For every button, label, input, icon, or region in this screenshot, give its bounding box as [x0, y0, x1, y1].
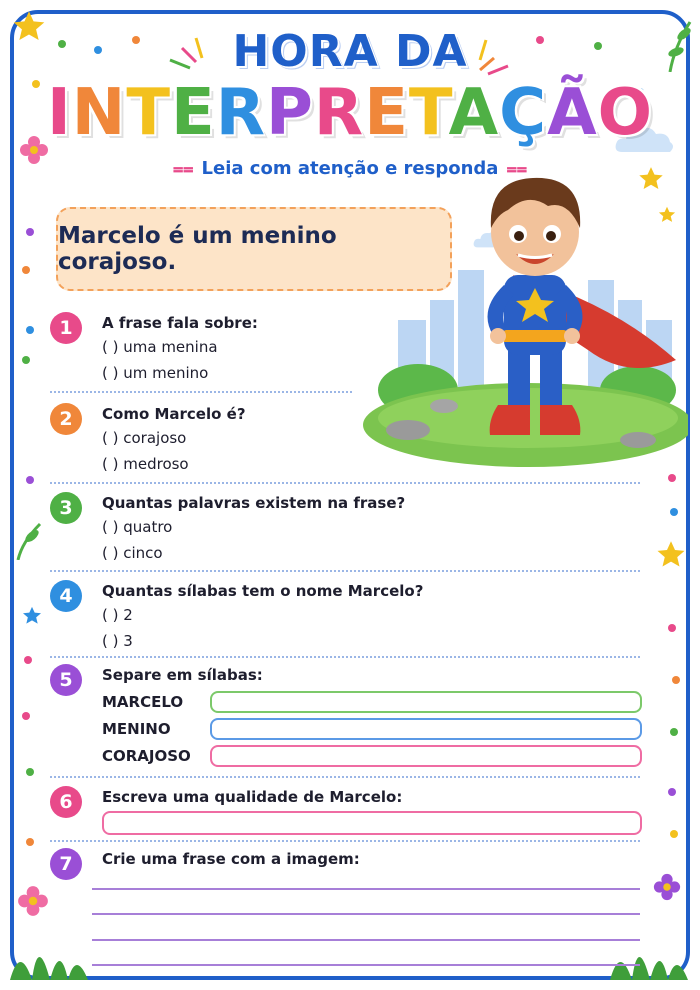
question-number-badge: 1	[50, 312, 82, 344]
writing-line[interactable]	[92, 888, 640, 890]
question-number-badge: 7	[50, 848, 82, 880]
title-letter: I	[46, 76, 72, 150]
writing-line[interactable]	[92, 964, 640, 966]
question-4	[50, 580, 640, 650]
subtitle-text: Leia com atenção e responda	[201, 158, 499, 179]
option-checkbox[interactable]: ( ) 3	[102, 632, 133, 650]
title-letter: R	[215, 76, 266, 150]
title-main	[0, 76, 700, 150]
divider	[50, 482, 640, 484]
question-6	[50, 786, 640, 838]
title-letter: E	[364, 76, 409, 150]
question-title: Quantas sílabas tem o nome Marcelo?	[102, 582, 424, 600]
dash-left-icon: ⩵	[172, 158, 194, 179]
syllable-input[interactable]	[210, 745, 642, 767]
question-title: A frase fala sobre:	[102, 314, 258, 332]
sentence-text: Marcelo é um menino corajoso.	[58, 223, 337, 275]
option-checkbox[interactable]: ( ) um menino	[102, 364, 209, 382]
question-title: Escreva uma qualidade de Marcelo:	[102, 788, 403, 806]
question-title: Separe em sílabas:	[102, 666, 263, 684]
option-checkbox[interactable]: ( ) medroso	[102, 455, 189, 473]
title-letter: T	[408, 76, 449, 150]
question-number-badge: 4	[50, 580, 82, 612]
question-3	[50, 492, 640, 562]
title-letter: N	[71, 76, 127, 150]
syllable-word: MENINO	[102, 720, 171, 738]
option-checkbox[interactable]: ( ) uma menina	[102, 338, 218, 356]
title-top: HORA DA	[232, 26, 468, 77]
option-checkbox[interactable]: ( ) corajoso	[102, 429, 187, 447]
question-number-badge: 2	[50, 403, 82, 435]
syllable-input[interactable]	[210, 691, 642, 713]
question-2	[50, 403, 640, 473]
option-checkbox[interactable]: ( ) 2	[102, 606, 133, 624]
option-checkbox[interactable]: ( ) cinco	[102, 544, 163, 562]
title-letter: Ã	[547, 76, 598, 150]
title-letter: A	[448, 76, 500, 150]
question-title: Como Marcelo é?	[102, 405, 246, 423]
title-letter: O	[597, 76, 654, 150]
title-letter: T	[126, 76, 171, 150]
title-letter: P	[266, 76, 314, 150]
question-7	[50, 848, 640, 878]
syllable-word: MARCELO	[102, 693, 184, 711]
syllable-word: CORAJOSO	[102, 747, 191, 765]
writing-line[interactable]	[92, 939, 640, 941]
divider	[50, 570, 640, 572]
question-5	[50, 664, 640, 774]
title-letter: E	[171, 76, 216, 150]
divider	[50, 840, 640, 842]
syllable-input[interactable]	[210, 718, 642, 740]
question-1	[50, 312, 640, 382]
dash-right-icon: ⩵	[506, 158, 528, 179]
writing-line[interactable]	[92, 913, 640, 915]
divider	[50, 776, 640, 778]
answer-input[interactable]	[102, 811, 642, 835]
question-title: Quantas palavras existem na frase?	[102, 494, 406, 512]
question-number-badge: 6	[50, 786, 82, 818]
option-checkbox[interactable]: ( ) quatro	[102, 518, 173, 536]
divider	[50, 656, 640, 658]
question-number-badge: 5	[50, 664, 82, 696]
divider	[50, 391, 352, 393]
question-number-badge: 3	[50, 492, 82, 524]
title-letter: R	[313, 76, 365, 150]
question-title: Crie uma frase com a imagem:	[102, 850, 360, 868]
title-letter: Ç	[499, 76, 548, 150]
